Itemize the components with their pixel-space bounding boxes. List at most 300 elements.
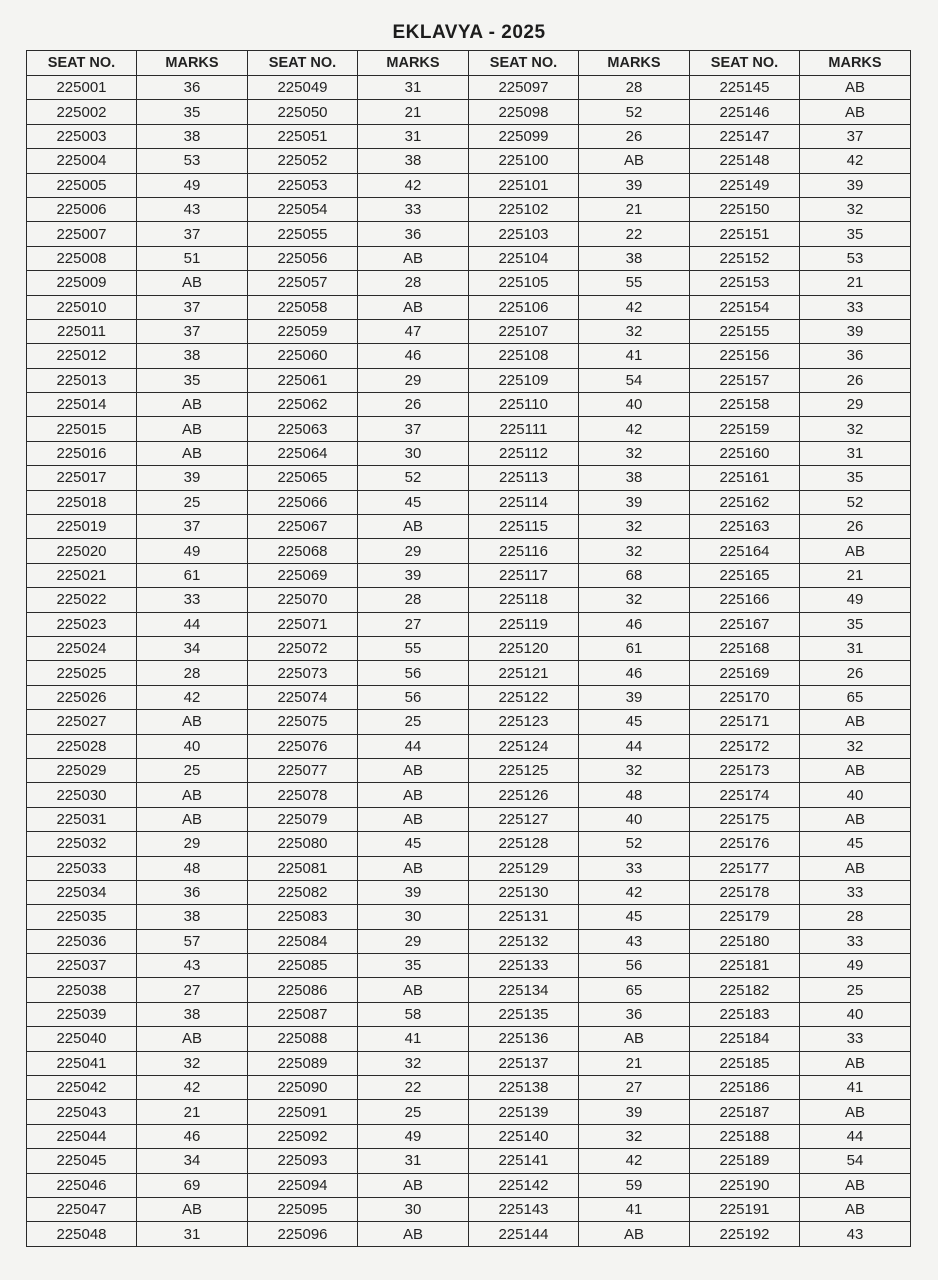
marks-cell: 25 bbox=[358, 1100, 469, 1124]
marks-cell: 45 bbox=[579, 905, 690, 929]
seat-no-cell: 225034 bbox=[27, 880, 137, 904]
marks-cell: 31 bbox=[358, 1149, 469, 1173]
marks-cell: 40 bbox=[579, 393, 690, 417]
marks-cell: 53 bbox=[800, 246, 911, 270]
marks-cell: 49 bbox=[137, 173, 248, 197]
header-seat-no: SEAT NO. bbox=[27, 51, 137, 76]
seat-no-cell: 225178 bbox=[690, 880, 800, 904]
seat-no-cell: 225176 bbox=[690, 832, 800, 856]
table-row bbox=[27, 1002, 911, 1026]
seat-no-cell: 225187 bbox=[690, 1100, 800, 1124]
seat-no-cell: 225024 bbox=[27, 636, 137, 660]
seat-no-cell: 225079 bbox=[248, 807, 358, 831]
marks-cell: 65 bbox=[800, 685, 911, 709]
seat-no-cell: 225191 bbox=[690, 1197, 800, 1221]
seat-no-cell: 225103 bbox=[469, 222, 579, 246]
marks-cell: 52 bbox=[579, 100, 690, 124]
seat-no-cell: 225087 bbox=[248, 1002, 358, 1026]
marks-cell: 32 bbox=[800, 417, 911, 441]
marks-cell: 33 bbox=[579, 856, 690, 880]
marks-cell: 31 bbox=[358, 124, 469, 148]
marks-cell: 33 bbox=[800, 1027, 911, 1051]
seat-no-cell: 225057 bbox=[248, 271, 358, 295]
table-row bbox=[27, 856, 911, 880]
marks-cell: 41 bbox=[358, 1027, 469, 1051]
marks-cell: AB bbox=[800, 1100, 911, 1124]
marks-cell: 65 bbox=[579, 978, 690, 1002]
seat-no-cell: 225073 bbox=[248, 661, 358, 685]
seat-no-cell: 225108 bbox=[469, 344, 579, 368]
seat-no-cell: 225115 bbox=[469, 515, 579, 539]
marks-cell: AB bbox=[358, 515, 469, 539]
table-row bbox=[27, 271, 911, 295]
marks-cell: AB bbox=[800, 1173, 911, 1197]
marks-cell: 45 bbox=[358, 490, 469, 514]
marks-cell: 49 bbox=[800, 588, 911, 612]
marks-cell: 42 bbox=[358, 173, 469, 197]
seat-no-cell: 225088 bbox=[248, 1027, 358, 1051]
marks-cell: 42 bbox=[137, 685, 248, 709]
seat-no-cell: 225151 bbox=[690, 222, 800, 246]
marks-cell: AB bbox=[358, 856, 469, 880]
marks-cell: AB bbox=[358, 1173, 469, 1197]
marks-cell: 36 bbox=[800, 344, 911, 368]
marks-cell: 34 bbox=[137, 1149, 248, 1173]
seat-no-cell: 225192 bbox=[690, 1222, 800, 1246]
seat-no-cell: 225142 bbox=[469, 1173, 579, 1197]
seat-no-cell: 225150 bbox=[690, 197, 800, 221]
seat-no-cell: 225165 bbox=[690, 563, 800, 587]
seat-no-cell: 225100 bbox=[469, 149, 579, 173]
marks-cell: 42 bbox=[579, 1149, 690, 1173]
seat-no-cell: 225129 bbox=[469, 856, 579, 880]
marks-cell: AB bbox=[137, 417, 248, 441]
marks-cell: 39 bbox=[579, 173, 690, 197]
seat-no-cell: 225046 bbox=[27, 1173, 137, 1197]
header-marks: MARKS bbox=[137, 51, 248, 76]
marks-cell: 53 bbox=[137, 149, 248, 173]
marks-cell: 42 bbox=[579, 295, 690, 319]
marks-cell: 33 bbox=[800, 295, 911, 319]
marks-cell: 56 bbox=[358, 661, 469, 685]
marks-cell: 37 bbox=[137, 515, 248, 539]
seat-no-cell: 225091 bbox=[248, 1100, 358, 1124]
seat-no-cell: 225033 bbox=[27, 856, 137, 880]
marks-cell: 39 bbox=[800, 173, 911, 197]
marks-cell: 41 bbox=[579, 1197, 690, 1221]
table-row bbox=[27, 76, 911, 100]
seat-no-cell: 225126 bbox=[469, 783, 579, 807]
seat-no-cell: 225059 bbox=[248, 319, 358, 343]
seat-no-cell: 225149 bbox=[690, 173, 800, 197]
seat-no-cell: 225078 bbox=[248, 783, 358, 807]
marks-cell: 35 bbox=[137, 100, 248, 124]
seat-no-cell: 225056 bbox=[248, 246, 358, 270]
seat-no-cell: 225114 bbox=[469, 490, 579, 514]
seat-no-cell: 225082 bbox=[248, 880, 358, 904]
seat-no-cell: 225112 bbox=[469, 441, 579, 465]
seat-no-cell: 225122 bbox=[469, 685, 579, 709]
seat-no-cell: 225084 bbox=[248, 929, 358, 953]
marks-cell: 29 bbox=[137, 832, 248, 856]
marks-cell: AB bbox=[137, 1197, 248, 1221]
marks-cell: 42 bbox=[800, 149, 911, 173]
seat-no-cell: 225017 bbox=[27, 466, 137, 490]
seat-no-cell: 225184 bbox=[690, 1027, 800, 1051]
seat-no-cell: 225172 bbox=[690, 734, 800, 758]
marks-cell: AB bbox=[800, 539, 911, 563]
marks-cell: 21 bbox=[800, 563, 911, 587]
seat-no-cell: 225093 bbox=[248, 1149, 358, 1173]
marks-cell: AB bbox=[800, 76, 911, 100]
marks-cell: 56 bbox=[579, 954, 690, 978]
marks-cell: AB bbox=[800, 100, 911, 124]
seat-no-cell: 225094 bbox=[248, 1173, 358, 1197]
table-row bbox=[27, 783, 911, 807]
table-row bbox=[27, 393, 911, 417]
seat-no-cell: 225025 bbox=[27, 661, 137, 685]
seat-no-cell: 225180 bbox=[690, 929, 800, 953]
seat-no-cell: 225077 bbox=[248, 758, 358, 782]
seat-no-cell: 225106 bbox=[469, 295, 579, 319]
seat-no-cell: 225048 bbox=[27, 1222, 137, 1246]
seat-no-cell: 225095 bbox=[248, 1197, 358, 1221]
table-row bbox=[27, 417, 911, 441]
seat-no-cell: 225047 bbox=[27, 1197, 137, 1221]
marks-cell: 27 bbox=[358, 612, 469, 636]
seat-no-cell: 225023 bbox=[27, 612, 137, 636]
seat-no-cell: 225092 bbox=[248, 1124, 358, 1148]
seat-no-cell: 225099 bbox=[469, 124, 579, 148]
marks-cell: 26 bbox=[800, 368, 911, 392]
marks-cell: 25 bbox=[137, 758, 248, 782]
marks-cell: 28 bbox=[358, 588, 469, 612]
seat-no-cell: 225076 bbox=[248, 734, 358, 758]
table-row bbox=[27, 1124, 911, 1148]
marks-cell: 43 bbox=[579, 929, 690, 953]
marks-cell: AB bbox=[358, 1222, 469, 1246]
table-row bbox=[27, 100, 911, 124]
marks-cell: AB bbox=[800, 710, 911, 734]
marks-cell: 21 bbox=[800, 271, 911, 295]
marks-cell: 32 bbox=[579, 588, 690, 612]
table-row bbox=[27, 612, 911, 636]
seat-no-cell: 225146 bbox=[690, 100, 800, 124]
marks-cell: AB bbox=[137, 1027, 248, 1051]
table-row bbox=[27, 1197, 911, 1221]
marks-cell: AB bbox=[137, 271, 248, 295]
marks-cell: AB bbox=[137, 783, 248, 807]
marks-cell: 54 bbox=[800, 1149, 911, 1173]
seat-no-cell: 225117 bbox=[469, 563, 579, 587]
seat-no-cell: 225052 bbox=[248, 149, 358, 173]
seat-no-cell: 225107 bbox=[469, 319, 579, 343]
marks-cell: 32 bbox=[579, 758, 690, 782]
seat-no-cell: 225110 bbox=[469, 393, 579, 417]
seat-no-cell: 225029 bbox=[27, 758, 137, 782]
seat-no-cell: 225185 bbox=[690, 1051, 800, 1075]
seat-no-cell: 225039 bbox=[27, 1002, 137, 1026]
seat-no-cell: 225132 bbox=[469, 929, 579, 953]
marks-cell: AB bbox=[800, 807, 911, 831]
table-row bbox=[27, 173, 911, 197]
marks-cell: AB bbox=[137, 441, 248, 465]
marks-cell: 45 bbox=[800, 832, 911, 856]
marks-cell: AB bbox=[358, 758, 469, 782]
seat-no-cell: 225075 bbox=[248, 710, 358, 734]
seat-no-cell: 225138 bbox=[469, 1076, 579, 1100]
table-row bbox=[27, 222, 911, 246]
marks-cell: 21 bbox=[358, 100, 469, 124]
marks-cell: 41 bbox=[579, 344, 690, 368]
seat-no-cell: 225070 bbox=[248, 588, 358, 612]
marks-cell: 33 bbox=[800, 880, 911, 904]
marks-cell: 39 bbox=[579, 1100, 690, 1124]
table-row bbox=[27, 1051, 911, 1075]
seat-no-cell: 225069 bbox=[248, 563, 358, 587]
table-row bbox=[27, 636, 911, 660]
marks-cell: 32 bbox=[579, 515, 690, 539]
seat-no-cell: 225169 bbox=[690, 661, 800, 685]
marks-cell: 39 bbox=[137, 466, 248, 490]
marks-cell: 56 bbox=[358, 685, 469, 709]
marks-cell: 57 bbox=[137, 929, 248, 953]
marks-cell: 38 bbox=[137, 124, 248, 148]
header-seat-no: SEAT NO. bbox=[469, 51, 579, 76]
marks-cell: 38 bbox=[358, 149, 469, 173]
seat-no-cell: 225170 bbox=[690, 685, 800, 709]
marks-cell: 44 bbox=[579, 734, 690, 758]
seat-no-cell: 225121 bbox=[469, 661, 579, 685]
seat-no-cell: 225007 bbox=[27, 222, 137, 246]
seat-no-cell: 225065 bbox=[248, 466, 358, 490]
seat-no-cell: 225035 bbox=[27, 905, 137, 929]
marks-cell: 37 bbox=[137, 319, 248, 343]
seat-no-cell: 225066 bbox=[248, 490, 358, 514]
seat-no-cell: 225027 bbox=[27, 710, 137, 734]
seat-no-cell: 225144 bbox=[469, 1222, 579, 1246]
marks-cell: 26 bbox=[358, 393, 469, 417]
marks-cell: 42 bbox=[579, 417, 690, 441]
seat-no-cell: 225161 bbox=[690, 466, 800, 490]
marks-cell: 22 bbox=[358, 1076, 469, 1100]
seat-no-cell: 225098 bbox=[469, 100, 579, 124]
seat-no-cell: 225186 bbox=[690, 1076, 800, 1100]
marks-table-body bbox=[27, 76, 911, 1247]
seat-no-cell: 225134 bbox=[469, 978, 579, 1002]
marks-cell: 52 bbox=[579, 832, 690, 856]
sheet-title: EKLAVYA - 2025 bbox=[392, 22, 546, 43]
marks-cell: 59 bbox=[579, 1173, 690, 1197]
seat-no-cell: 225022 bbox=[27, 588, 137, 612]
marks-cell: 30 bbox=[358, 905, 469, 929]
seat-no-cell: 225001 bbox=[27, 76, 137, 100]
marks-cell: 30 bbox=[358, 1197, 469, 1221]
seat-no-cell: 225130 bbox=[469, 880, 579, 904]
seat-no-cell: 225188 bbox=[690, 1124, 800, 1148]
marks-cell: 26 bbox=[579, 124, 690, 148]
marks-cell: 35 bbox=[800, 222, 911, 246]
marks-cell: 42 bbox=[137, 1076, 248, 1100]
marks-cell: 32 bbox=[579, 539, 690, 563]
table-row bbox=[27, 344, 911, 368]
marks-cell: AB bbox=[800, 758, 911, 782]
marks-cell: 36 bbox=[579, 1002, 690, 1026]
seat-no-cell: 225055 bbox=[248, 222, 358, 246]
marks-cell: AB bbox=[137, 393, 248, 417]
marks-cell: 55 bbox=[579, 271, 690, 295]
table-row bbox=[27, 710, 911, 734]
marks-cell: 40 bbox=[137, 734, 248, 758]
seat-no-cell: 225054 bbox=[248, 197, 358, 221]
seat-no-cell: 225124 bbox=[469, 734, 579, 758]
seat-no-cell: 225136 bbox=[469, 1027, 579, 1051]
seat-no-cell: 225009 bbox=[27, 271, 137, 295]
marks-cell: 34 bbox=[137, 636, 248, 660]
header-seat-no: SEAT NO. bbox=[248, 51, 358, 76]
seat-no-cell: 225113 bbox=[469, 466, 579, 490]
table-row bbox=[27, 661, 911, 685]
seat-no-cell: 225051 bbox=[248, 124, 358, 148]
table-row bbox=[27, 319, 911, 343]
table-row bbox=[27, 490, 911, 514]
seat-no-cell: 225174 bbox=[690, 783, 800, 807]
seat-no-cell: 225011 bbox=[27, 319, 137, 343]
marks-cell: 49 bbox=[800, 954, 911, 978]
marks-cell: 49 bbox=[137, 539, 248, 563]
marks-cell: 45 bbox=[579, 710, 690, 734]
seat-no-cell: 225140 bbox=[469, 1124, 579, 1148]
marks-cell: AB bbox=[579, 1222, 690, 1246]
seat-no-cell: 225040 bbox=[27, 1027, 137, 1051]
seat-no-cell: 225105 bbox=[469, 271, 579, 295]
seat-no-cell: 225181 bbox=[690, 954, 800, 978]
marks-cell: 32 bbox=[358, 1051, 469, 1075]
seat-no-cell: 225018 bbox=[27, 490, 137, 514]
seat-no-cell: 225016 bbox=[27, 441, 137, 465]
marks-cell: AB bbox=[358, 978, 469, 1002]
marks-cell: 25 bbox=[800, 978, 911, 1002]
marks-cell: 52 bbox=[358, 466, 469, 490]
marks-cell: 43 bbox=[137, 954, 248, 978]
table-row bbox=[27, 1100, 911, 1124]
seat-no-cell: 225163 bbox=[690, 515, 800, 539]
seat-no-cell: 225157 bbox=[690, 368, 800, 392]
seat-no-cell: 225131 bbox=[469, 905, 579, 929]
seat-no-cell: 225064 bbox=[248, 441, 358, 465]
marks-cell: 26 bbox=[800, 515, 911, 539]
marks-cell: 21 bbox=[579, 197, 690, 221]
marks-cell: 31 bbox=[800, 441, 911, 465]
seat-no-cell: 225072 bbox=[248, 636, 358, 660]
marks-cell: 35 bbox=[800, 466, 911, 490]
table-row bbox=[27, 515, 911, 539]
marks-cell: 38 bbox=[137, 344, 248, 368]
marks-table bbox=[26, 50, 911, 1247]
seat-no-cell: 225031 bbox=[27, 807, 137, 831]
marks-cell: 35 bbox=[800, 612, 911, 636]
marks-cell: 25 bbox=[358, 710, 469, 734]
seat-no-cell: 225063 bbox=[248, 417, 358, 441]
seat-no-cell: 225127 bbox=[469, 807, 579, 831]
table-row bbox=[27, 880, 911, 904]
seat-no-cell: 225155 bbox=[690, 319, 800, 343]
marks-cell: 36 bbox=[358, 222, 469, 246]
marks-cell: 46 bbox=[137, 1124, 248, 1148]
seat-no-cell: 225137 bbox=[469, 1051, 579, 1075]
seat-no-cell: 225014 bbox=[27, 393, 137, 417]
seat-no-cell: 225152 bbox=[690, 246, 800, 270]
marks-cell: 32 bbox=[579, 441, 690, 465]
seat-no-cell: 225037 bbox=[27, 954, 137, 978]
table-row bbox=[27, 685, 911, 709]
seat-no-cell: 225139 bbox=[469, 1100, 579, 1124]
seat-no-cell: 225154 bbox=[690, 295, 800, 319]
marks-cell: 54 bbox=[579, 368, 690, 392]
marks-cell: 31 bbox=[358, 76, 469, 100]
marks-cell: 32 bbox=[579, 1124, 690, 1148]
marks-cell: 38 bbox=[579, 246, 690, 270]
marks-cell: 52 bbox=[800, 490, 911, 514]
seat-no-cell: 225179 bbox=[690, 905, 800, 929]
table-row bbox=[27, 832, 911, 856]
seat-no-cell: 225030 bbox=[27, 783, 137, 807]
marks-cell: 36 bbox=[137, 880, 248, 904]
seat-no-cell: 225005 bbox=[27, 173, 137, 197]
seat-no-cell: 225189 bbox=[690, 1149, 800, 1173]
marks-cell: 39 bbox=[579, 685, 690, 709]
marks-cell: 38 bbox=[579, 466, 690, 490]
seat-no-cell: 225045 bbox=[27, 1149, 137, 1173]
marks-cell: AB bbox=[358, 246, 469, 270]
marks-cell: 40 bbox=[800, 783, 911, 807]
seat-no-cell: 225041 bbox=[27, 1051, 137, 1075]
header-row bbox=[27, 51, 911, 76]
marks-cell: 28 bbox=[579, 76, 690, 100]
seat-no-cell: 225153 bbox=[690, 271, 800, 295]
table-row bbox=[27, 954, 911, 978]
marks-cell: 39 bbox=[579, 490, 690, 514]
table-row bbox=[27, 563, 911, 587]
marks-cell: 39 bbox=[358, 880, 469, 904]
seat-no-cell: 225125 bbox=[469, 758, 579, 782]
marks-cell: 28 bbox=[358, 271, 469, 295]
seat-no-cell: 225053 bbox=[248, 173, 358, 197]
seat-no-cell: 225036 bbox=[27, 929, 137, 953]
table-row bbox=[27, 1222, 911, 1246]
seat-no-cell: 225004 bbox=[27, 149, 137, 173]
marks-cell: 37 bbox=[137, 295, 248, 319]
marks-cell: AB bbox=[358, 295, 469, 319]
marks-cell: 31 bbox=[137, 1222, 248, 1246]
marks-cell: 27 bbox=[579, 1076, 690, 1100]
marks-cell: 33 bbox=[800, 929, 911, 953]
table-row bbox=[27, 1076, 911, 1100]
marks-cell: 21 bbox=[579, 1051, 690, 1075]
marks-cell: 43 bbox=[137, 197, 248, 221]
table-row bbox=[27, 807, 911, 831]
marks-cell: 46 bbox=[579, 612, 690, 636]
marks-cell: 39 bbox=[358, 563, 469, 587]
marks-cell: 32 bbox=[137, 1051, 248, 1075]
marks-cell: AB bbox=[800, 1051, 911, 1075]
header-marks: MARKS bbox=[358, 51, 469, 76]
marks-cell: 40 bbox=[579, 807, 690, 831]
seat-no-cell: 225060 bbox=[248, 344, 358, 368]
marks-cell: 42 bbox=[579, 880, 690, 904]
seat-no-cell: 225071 bbox=[248, 612, 358, 636]
table-row bbox=[27, 978, 911, 1002]
